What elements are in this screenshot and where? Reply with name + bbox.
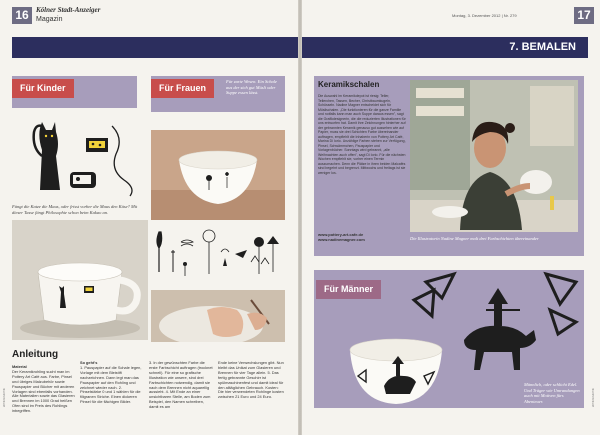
keramik-body: Die Auswahl im Keramikdepot ist riesig: Teller, Tellerchen, Tassen, Becher, Christbaumkugeln, Schüsseln. Nadine Magner entscheidet sich für Müslischalen. „Die funktionieren für die ganze Familie und notfalls kann man auch Suppe daraus essen", sagt die Grafikdesignerin, die die reduzierten Illustrationen für uns entworfen hat. Damit ihre Zeichnungen hinterher auf der gebrannten Keramik genauso gut aussehen wie auf Papier, muss sie drei Schichten Farbe übereinander auftragen, empfiehlt die Inhaberin von Pottery Art Café, Marina Di Iorio. Unzählige Farben stehen zur Verfügung, Pinsel, Schwämmchen, Pauspapier und Vorlagenbücher. Sonntags wird gebrannt, „alle Weihnachten auch offen", sagt Di Iorio. Für die nächsten Wochen empfiehlt sie, vorher einen Termin auszumachen. Denn die Plätze in ihren beiden Malcafés sind begehrt und begrenzt. Mittwochs und freitags ist sie weniger los. bbox=[318, 94, 406, 175]
frauen-tag: Für Frauen bbox=[151, 79, 214, 98]
dateline: Montag, 3. Dezember 2012 | Nr. 279 bbox=[452, 13, 517, 18]
section-band-title: 7. BEMALEN bbox=[509, 41, 576, 53]
kinder-illustration bbox=[12, 108, 145, 202]
anleitung-col-3: 3. In der gewünschten Farbe die erste Farbschicht auftragen (trocknet schnell). Für eine so grafische Illustration wie unsere, sind drei Farbschichten notwendig, damit sie nach dem Brennen nicht aquarellig aussieht. 4. Mit Ende an einer unsichtbaren Stelle, am Boden zum Beispiel, den Namen schreiben, damit es am bbox=[149, 360, 213, 410]
artist-caption: Die Illustratorin Nadine Magner malt drei Farbschichten übereinander bbox=[410, 236, 539, 241]
keramik-weblinks bbox=[318, 232, 406, 242]
anleitung-col-1 bbox=[12, 365, 76, 414]
weblink-pottery[interactable]: www.pottery-art.cafe.de bbox=[318, 232, 364, 237]
page-number-left: 16 bbox=[12, 7, 32, 24]
right-header-band bbox=[302, 37, 588, 58]
maenner-quote: Männlich, oder schlicht Edel. Und Träger wie Umrandungen auch mit Motiven fürs Abenteuer. bbox=[524, 382, 580, 404]
frauen-bowl-photo bbox=[151, 130, 285, 220]
left-header-band bbox=[12, 37, 298, 58]
anleitung-col-1-head: Material bbox=[12, 364, 27, 369]
anleitung-title: Anleitung bbox=[12, 349, 59, 360]
left-page bbox=[0, 0, 298, 435]
anleitung-col-2-text: 1. Pauspapier auf die Schale legen, Vorlage mit dem Bleistift nachzeichnen. Dann legt man das Pauspapier auf den Rohling und zeichnet wieder nach. 2. Pinselstärke 0 und 1 wählen für die filigranen Striche. Einen dickeren Pinsel für die flächigen Bilder. bbox=[80, 364, 142, 405]
anleitung-col-2-head: So geht's bbox=[80, 360, 98, 365]
left-side-label: DRESSERE bbox=[3, 388, 7, 408]
painting-hands-photo bbox=[151, 290, 285, 342]
frauen-motifs bbox=[151, 222, 285, 288]
keramik-title: Keramikschalen bbox=[318, 80, 380, 89]
anleitung-col-2 bbox=[80, 361, 144, 405]
right-page bbox=[302, 0, 600, 435]
page-number-right: 17 bbox=[574, 7, 594, 24]
kinder-caption: Fängt die Katze die Maus, oder frisst vorher die Maus den Käse? Mit dieser Tasse fängt Philosophie schon beim Kakao an. bbox=[12, 204, 138, 215]
section-label: Magazin bbox=[36, 16, 63, 23]
anleitung-col-1-text: Der Keramikrohling sucht man im Pottery Art Café aus. Farbe, Pinsel und übriges Malzubehör sowie Pauspapier und Bücher mit anderen Vorlagen sind ebenfalls vorhanden. Alle Materialien sowie das Glasieren und Brennen im 1000 Grad heißen Ofen sind im Preis des Rohlings inbegriffen. bbox=[12, 368, 75, 414]
kinder-cup-photo bbox=[12, 220, 148, 340]
artist-photo bbox=[410, 80, 578, 232]
weblink-nadine[interactable]: www.nadinemagner.com bbox=[318, 237, 365, 242]
masthead: Kölner Stadt-Anzeiger bbox=[36, 6, 101, 14]
frauen-quote: Für zarte Wesen. Ein Schale aus der sich gut Müsli oder Suppe essen lässt. bbox=[226, 79, 277, 95]
kinder-tag: Für Kinder bbox=[12, 79, 74, 98]
maenner-tag: Für Männer bbox=[316, 280, 381, 299]
right-side-label: DRESSERE bbox=[592, 388, 596, 408]
anleitung-col-4: Ende keine Verwechslungen gibt. Nun bleibt das Unikat zum Glasieren und Brennen für vier Tage allein. 5. Das fertig gebrannte Geschirr ist spülmaschinenfest und damit ideal für den alltäglichen Gebrauch. Kosten: Die hier verwendeten Rohlinge kosten zwischen 21 Euro und 24 Euro. bbox=[218, 360, 284, 400]
